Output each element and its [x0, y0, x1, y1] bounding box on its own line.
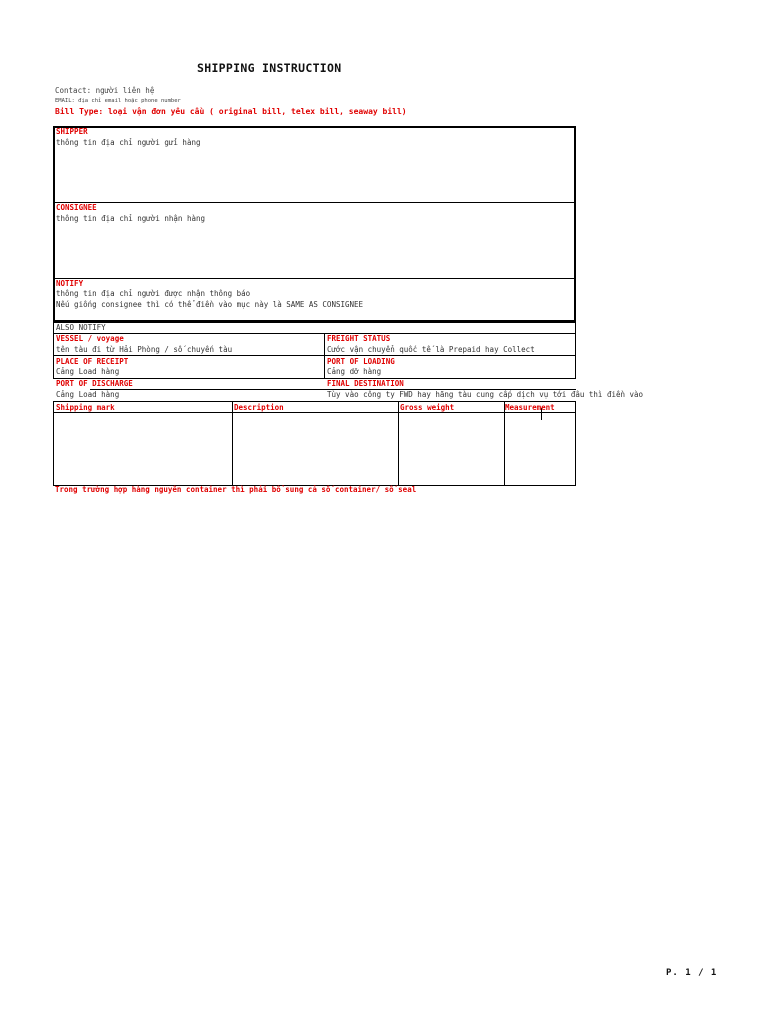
measurement-header: Measurement: [505, 403, 555, 412]
cargo-table: [53, 401, 576, 486]
page-title: SHIPPING INSTRUCTION: [197, 61, 342, 75]
port-of-loading-label: PORT OF LOADING: [327, 357, 395, 366]
place-of-receipt-text: Cảng Load hàng: [56, 367, 120, 376]
final-destination-label: FINAL DESTINATION: [327, 379, 404, 388]
consignee-text: thông tin địa chỉ người nhận hàng: [56, 214, 206, 223]
notify-text-2: Nếu giống consignee thì có thể điền vào mục này là SAME AS CONSIGNEE: [56, 300, 364, 309]
final-destination-text: Tùy vào công ty FWD hay hãng tàu cung cấp dịch vụ tới đâu thì điền vào: [327, 390, 644, 399]
divider: [54, 202, 575, 203]
consignee-label: CONSIGNEE: [56, 203, 97, 212]
freight-text: Cước vận chuyển quốc tế là Prepaid hay Collect: [327, 345, 535, 354]
port-of-discharge-label: PORT OF DISCHARGE: [56, 379, 133, 388]
divider: [54, 278, 575, 279]
divider: [398, 401, 399, 486]
port-of-discharge-text: Cảng Load hàng: [56, 390, 120, 399]
divider: [232, 401, 233, 486]
routing-grid: [53, 333, 576, 379]
vessel-label: VESSEL / voyage: [56, 334, 124, 343]
port-of-loading-text: Cảng dỡ hàng: [327, 367, 382, 376]
email-line: EMAIL: địa chỉ email hoặc phone number: [55, 98, 181, 104]
footnote: Trong trường hợp hàng nguyên container thì phải bổ sung cả số container/ số seal: [55, 485, 417, 494]
also-notify-label: ALSO NOTIFY: [56, 323, 106, 332]
gross-weight-header: Gross weight: [400, 403, 455, 412]
notify-label: NOTIFY: [56, 279, 84, 288]
vessel-text: tên tàu đi từ Hải Phòng / số chuyến tàu: [56, 345, 233, 354]
page-number: P. 1 / 1: [666, 968, 718, 978]
freight-label: FREIGHT STATUS: [327, 334, 391, 343]
shipper-text: thông tin địa chỉ người gửi hàng: [56, 138, 201, 147]
place-of-receipt-label: PLACE OF RECEIPT: [56, 357, 129, 366]
shipper-label: SHIPPER: [56, 127, 88, 136]
description-header: Description: [234, 403, 284, 412]
divider: [54, 412, 575, 413]
bill-type-line: Bill Type: loại vận đơn yêu cầu ( original bill, telex bill, seaway bill): [55, 107, 407, 116]
notify-text-1: thông tin địa chỉ người được nhận thông báo: [56, 289, 251, 298]
shipping-mark-header: Shipping mark: [56, 403, 115, 412]
divider: [504, 401, 505, 486]
divider: [324, 333, 325, 379]
divider: [54, 355, 575, 356]
contact-line: Contact: người liên hệ: [55, 86, 155, 95]
